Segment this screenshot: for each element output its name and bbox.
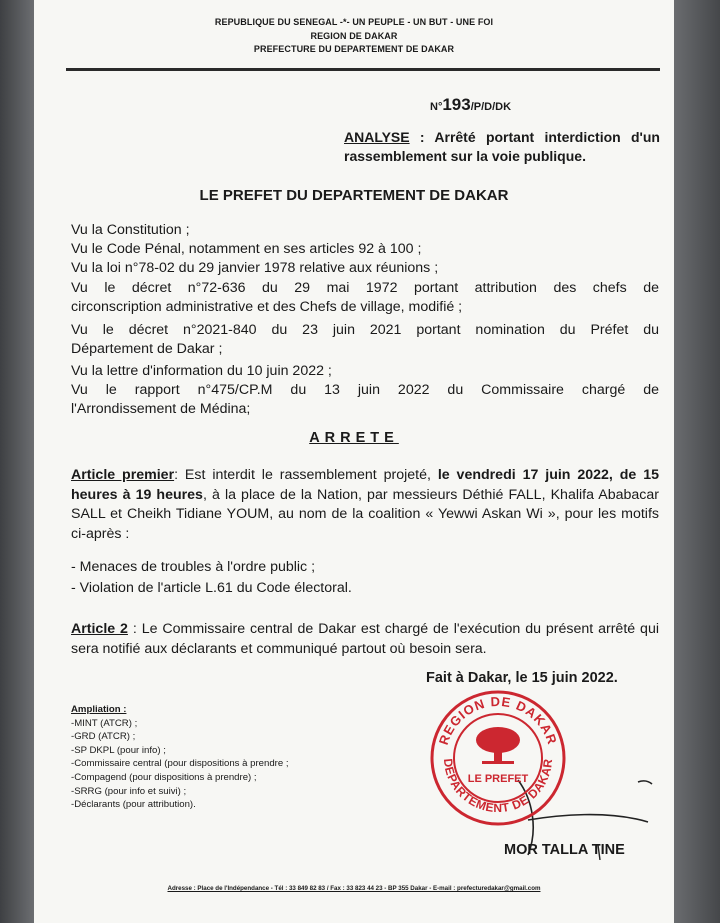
- ampliation-item: -Commissaire central (pour dispositions à prendre ;: [71, 758, 289, 770]
- header-rule: [66, 68, 660, 71]
- article-premier: Article premier: Est interdit le rassemblement projeté, le vendredi 17 juin 2022, de 15 heures à 19 heures, à la place de la Nation, par messieurs Déthié FALL, Khalifa Ababacar SALL et Cheikh Tidiane YOUM, au nom de la coalition « Yewwi Askan Wi », pour les motifs ci-après :: [71, 467, 659, 542]
- decree-number: N°193/P/D/DK: [430, 95, 512, 114]
- official-stamp: [428, 688, 568, 828]
- analyse-label: ANALYSE: [344, 129, 410, 145]
- ampliation-item: -SRRG (pour info et suivi) ;: [71, 785, 187, 797]
- ampliation-title: Ampliation :: [71, 704, 127, 715]
- article-2: Article 2 : Le Commissaire central de Dakar est chargé de l'exécution du présent arrêté qui sera notifié aux déclarants et communiqué partout où besoin sera.: [71, 621, 659, 657]
- visa-line: Vu le rapport n°475/CP.M du 13 juin 2022 du Commissaire chargé de: [71, 382, 659, 398]
- article-premier-label: Article premier: [71, 467, 175, 483]
- arrete-heading: ARRETE: [309, 430, 399, 446]
- analyse-text: Arrêté portant interdiction d'un rassemblement sur la voie publique.: [344, 129, 660, 164]
- baobab-emblem-icon: [476, 727, 520, 764]
- header-republic: REPUBLIQUE DU SENEGAL -*- UN PEUPLE - UN BUT - UNE FOI: [214, 17, 494, 27]
- svg-text:REGION DE DAKAR: REGION DE DAKAR: [435, 693, 561, 747]
- motif-item: - Menaces de troubles à l'ordre public ;: [71, 559, 316, 575]
- footer-address: Adresse : Place de l'Indépendance - Tél : 33 849 82 83 / Fax : 33 823 44 23 - BP 355 Dakar - E-mail : prefecturedakar@gmail.com: [167, 885, 541, 892]
- place-date: Fait à Dakar, le 15 juin 2022.: [426, 670, 618, 686]
- signatory-name: MOR TALLA TINE: [504, 842, 625, 858]
- visa-line: l'Arrondissement de Médina;: [71, 401, 251, 417]
- visa-line: Vu la loi n°78-02 du 29 janvier 1978 relative aux réunions ;: [71, 260, 439, 276]
- svg-text:DEPARTEMENT DE DAKAR: DEPARTEMENT DE DAKAR: [440, 757, 556, 816]
- visa-line: Département de Dakar ;: [71, 341, 223, 357]
- ampliation-item: -GRD (ATCR) ;: [71, 731, 136, 743]
- header-prefecture: PREFECTURE DU DEPARTEMENT DE DAKAR: [253, 44, 455, 54]
- ampliation-list: [71, 703, 289, 812]
- visa-line: Vu le décret n°72-636 du 29 mai 1972 portant attribution des chefs de: [71, 280, 659, 296]
- photo-left-edge: [0, 0, 34, 923]
- article-premier-date: le vendredi 17 juin 2022, de 15 heures à 19 heures: [71, 467, 659, 503]
- ampliation-item: -MINT (ATCR) ;: [71, 717, 138, 729]
- visa-line: Vu la lettre d'information du 10 juin 2022 ;: [71, 363, 332, 379]
- visa-line: Vu le décret n°2021-840 du 23 juin 2021 portant nomination du Préfet du: [71, 322, 659, 338]
- analyse-block: ANALYSE : Arrêté portant interdiction d'un rassemblement sur la voie publique.: [344, 129, 660, 164]
- visa-line: Vu la Constitution ;: [71, 222, 190, 238]
- article-2-label: Article 2: [71, 621, 128, 637]
- ampliation-item: -Compagend (pour dispositions à prendre) ;: [71, 771, 257, 783]
- stamp-center-text: LE PREFET: [467, 773, 529, 785]
- document-page: [34, 0, 674, 923]
- ampliation-item: -SP DKPL (pour info) ;: [71, 744, 166, 756]
- ampliation-item: -Déclarants (pour attribution).: [71, 799, 196, 811]
- motif-item: - Violation de l'article L.61 du Code électoral.: [71, 580, 352, 596]
- photo-right-edge: [674, 0, 720, 923]
- header-region: REGION DE DAKAR: [310, 31, 398, 41]
- visa-line: Vu le Code Pénal, notamment en ses articles 92 à 100 ;: [71, 241, 422, 257]
- document-title: LE PREFET DU DEPARTEMENT DE DAKAR: [199, 187, 509, 204]
- visa-line: circonscription administrative et des Chefs de village, modifié ;: [71, 299, 463, 315]
